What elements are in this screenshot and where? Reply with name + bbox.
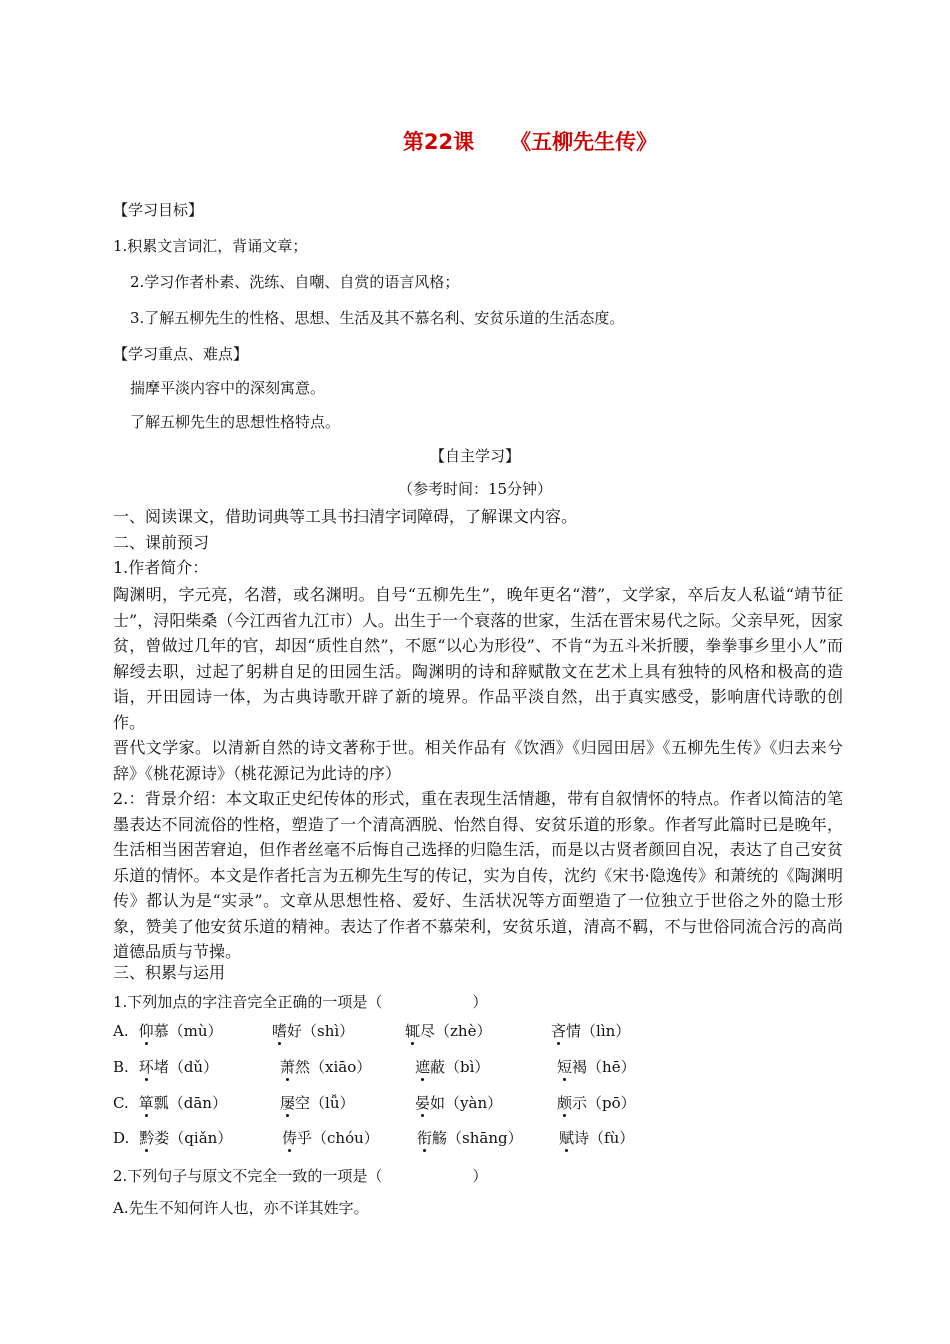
author-paragraph-2: 晋代文学家。以清新自然的诗文著称于世。相关作品有《饮酒》《归园田居》《五柳先生传》《归去来兮辞》《桃花源诗》（桃花源记为此诗的序） (113, 738, 843, 783)
word-rest: 乎 (297, 1129, 313, 1147)
goals-heading: 【学习目标】 (113, 201, 204, 219)
pinyin: （zhè） (435, 1022, 492, 1040)
question-1-option-cell (280, 1092, 355, 1113)
question-1-option-cell (417, 1127, 523, 1148)
goal-item: 2.学习作者朴素、洗练、自嘲、自赏的语言风格； (130, 273, 460, 291)
question-1-option-cell (282, 1127, 379, 1148)
pinyin: （xiāo） (310, 1058, 372, 1076)
pinyin: （yàn） (445, 1094, 503, 1112)
question-1-option-cell (113, 1020, 223, 1041)
pinyin: （bì） (445, 1058, 490, 1076)
pinyin: （shāng） (447, 1129, 523, 1147)
key-point-item: 了解五柳先生的思想性格特点。 (130, 413, 341, 431)
word-rest: 如 (430, 1094, 446, 1112)
word-rest: 褐 (572, 1058, 588, 1076)
dotted-character: 屡 (280, 1094, 296, 1112)
question-1-option-cell (557, 1056, 636, 1077)
step-one: 一、阅读课文，借助词典等工具书扫清字词障碍，了解课文内容。 (113, 507, 578, 526)
question-1-option-cell (557, 1092, 636, 1113)
word-rest: 好 (287, 1022, 303, 1040)
question-1-option-cell (405, 1020, 491, 1041)
word-rest: 尽 (420, 1022, 436, 1040)
word-rest: 堵 (153, 1058, 169, 1076)
dotted-character: 仰 (138, 1022, 154, 1040)
dotted-character: 颇 (557, 1094, 573, 1112)
dotted-character: 赋 (559, 1129, 575, 1147)
reference-time: （参考时间：15分钟） (397, 480, 553, 498)
self-study-heading: 【自主学习】 (429, 447, 520, 465)
lesson-number: 第22课 (402, 130, 475, 154)
page-title (0, 126, 950, 156)
pinyin: （lìn） (581, 1022, 631, 1040)
pinyin: （mù） (168, 1022, 223, 1040)
pinyin: （lǚ） (310, 1094, 355, 1112)
goal-item: 3.了解五柳先生的性格、思想、生活及其不慕名利、安贫乐道的生活态度。 (130, 309, 625, 327)
dotted-character: 俦 (282, 1129, 298, 1147)
author-paragraph: 陶渊明，字元亮，名潜，或名渊明。自号“五柳先生”，晚年更名“潜”，文学家，卒后友人私谥“靖节征士”，浔阳柴桑（今江西省九江市）人。出生于一个衰落的世家，生活在晋宋易代之际。父亲早死，因家贫，曾做过几年的官，却因“质性自然”，不愿“以心为形役”、不肯“为五斗米折腰，拳拳事乡里小人”而解绶去职，过起了躬耕自足的田园生活。陶渊明的诗和辞赋散文在艺术上具有独特的风格和极高的造诣，开田园诗一体，为古典诗歌开辟了新的境界。作品平淡自然，出于真实感受，影响唐代诗歌的创作。 (113, 585, 843, 732)
key-points-heading: 【学习重点、难点】 (113, 345, 249, 363)
dotted-character: 遮 (415, 1058, 431, 1076)
question-1-stem: 1.下列加点的字注音完全正确的一项是（ ） (113, 993, 488, 1011)
pinyin: （dǔ） (168, 1058, 219, 1076)
dotted-character: 吝 (551, 1022, 567, 1040)
dotted-character: 短 (557, 1058, 573, 1076)
word-rest: 空 (295, 1094, 311, 1112)
pinyin: （chóu） (312, 1129, 379, 1147)
word-rest: 慕 (153, 1022, 169, 1040)
background-paragraph: 2.：背景介绍：本文取正史纪传体的形式，重在表现生活情趣，带有自叙情怀的特点。作者以简洁的笔墨表达不同流俗的性格，塑造了一个清高洒脱、怡然自得、安贫乐道的形象。作者写此篇时已是晚年，生活相当困苦窘迫，但作者丝毫不后悔自己选择的归隐生活，而是以古贤者颜回自况，表达了自己安贫乐道的情怀。本文是作者托言为五柳先生写的传记，实为自传，沈约《宋书·隐逸传》和萧统的《陶渊明传》都认为是“实录”。文章从思想性格、爱好、生活状况等方面塑造了一位独立于世俗之外的隐士形象，赞美了他安贫乐道的精神。表达了作者不慕荣利，安贫乐道，清高不羁，不与世俗同流合污的高尚道德品质与节操。 (113, 789, 843, 961)
word-rest: 然 (295, 1058, 311, 1076)
word-rest: 觞 (432, 1129, 448, 1147)
step-three: 三、积累与运用 (113, 963, 226, 982)
pinyin: （dān） (168, 1094, 227, 1112)
word-rest: 诗 (574, 1129, 590, 1147)
dotted-character: 萧 (280, 1058, 296, 1076)
option-letter: B. (113, 1058, 129, 1076)
option-letter: D. (113, 1129, 130, 1147)
question-1-option-cell (113, 1092, 227, 1113)
question-2-option-a: A.先生不知何许人也，亦不详其姓字。 (113, 1199, 369, 1217)
lesson-name: 《五柳先生传》 (510, 130, 658, 154)
pinyin: （qiǎn） (169, 1129, 233, 1147)
question-2-stem: 2.下列句子与原文不完全一致的一项是（ ） (113, 1167, 488, 1185)
dotted-character: 黔 (139, 1129, 155, 1147)
question-1-option-cell (280, 1056, 371, 1077)
question-1-option-cell (113, 1056, 218, 1077)
pinyin: （shì） (302, 1022, 355, 1040)
word-rest: 娄 (154, 1129, 170, 1147)
question-1-option-cell (551, 1020, 630, 1041)
pinyin: （fù） (589, 1129, 635, 1147)
pinyin: （pō） (587, 1094, 636, 1112)
key-point-item: 揣摩平淡内容中的深刻寓意。 (130, 379, 326, 397)
question-1-option-cell (559, 1127, 634, 1148)
question-1-option-cell (272, 1020, 354, 1041)
dotted-character: 嗜 (272, 1022, 288, 1040)
dotted-character: 环 (138, 1058, 154, 1076)
word-rest: 示 (572, 1094, 588, 1112)
dotted-character: 辄 (405, 1022, 421, 1040)
dotted-character: 衔 (417, 1129, 433, 1147)
step-two: 二、课前预习 (113, 533, 210, 552)
option-letter: C. (113, 1094, 129, 1112)
word-rest: 瓢 (153, 1094, 169, 1112)
author-heading: 1.作者简介： (113, 558, 209, 577)
word-rest: 蔽 (430, 1058, 446, 1076)
question-1-option-cell (415, 1056, 489, 1077)
dotted-character: 晏 (415, 1094, 431, 1112)
goal-item: 1.积累文言词汇，背诵文章； (113, 237, 308, 255)
dotted-character: 箪 (138, 1094, 154, 1112)
option-letter: A. (113, 1022, 129, 1040)
pinyin: （hē） (587, 1058, 636, 1076)
word-rest: 情 (566, 1022, 582, 1040)
question-1-option-cell (415, 1092, 502, 1113)
question-1-option-cell (113, 1127, 232, 1148)
